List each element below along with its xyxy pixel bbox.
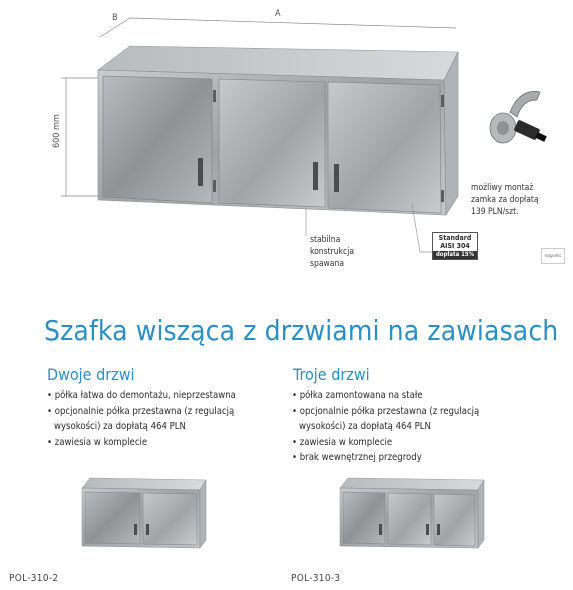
list-item: wysokości) za dopłatą 464 PLN [54,421,186,432]
dimension-a-label: A [275,9,281,19]
product-code-two-doors: POL-310-2 [9,573,59,584]
construction-caption: stabilna konstrukcja spawana [310,235,355,269]
dimension-b-label: B [112,13,118,23]
list-item: • opcjonalnie półka przestawna (z regulacją [292,405,480,417]
handle-2 [313,162,318,190]
product-code-three-doors: POL-310-3 [291,573,341,584]
list-item: • półka zamontowana na stałe [292,390,423,401]
handle-3 [334,164,339,192]
door-middle [219,79,325,207]
handle-1 [198,158,203,186]
lock-caption: możliwy montaż zamka za dopłatą 139 PLN/szt. [471,183,539,217]
list-item: • brak wewnętrznej przegrody [292,452,422,463]
door-right [328,82,441,213]
list-item: • zawiesia w komplecie [47,436,148,448]
cabinet-side [444,52,458,215]
list-item: wysokości) za dopłatą 464 PLN [299,421,431,432]
feature-list-two-doors [47,388,277,450]
cabinet-two-doors-illustration [80,474,210,554]
list-item: • opcjonalnie półka przestawna (z regulacją [47,405,235,417]
list-item: • zawiesia w komplecie [292,436,393,448]
dimension-height-label: 600 mm [52,114,62,148]
magnetic-icon: magnetic [541,248,565,264]
page-title: Szafka wisząca z drzwiami na zawiasach [44,314,559,347]
list-item: • półka łatwa do demontażu, nieprzestawna [47,390,236,401]
cabinet-three-doors-illustration [338,474,488,554]
door-left [103,76,212,203]
lock-illustration [490,91,547,143]
standard-badge: Standard AISI 304 dopłata 15% [432,232,478,260]
subtitle-three-doors: Troje drzwi [293,365,370,384]
subtitle-two-doors: Dwoje drzwi [47,365,135,384]
feature-list-three-doors [292,388,532,466]
